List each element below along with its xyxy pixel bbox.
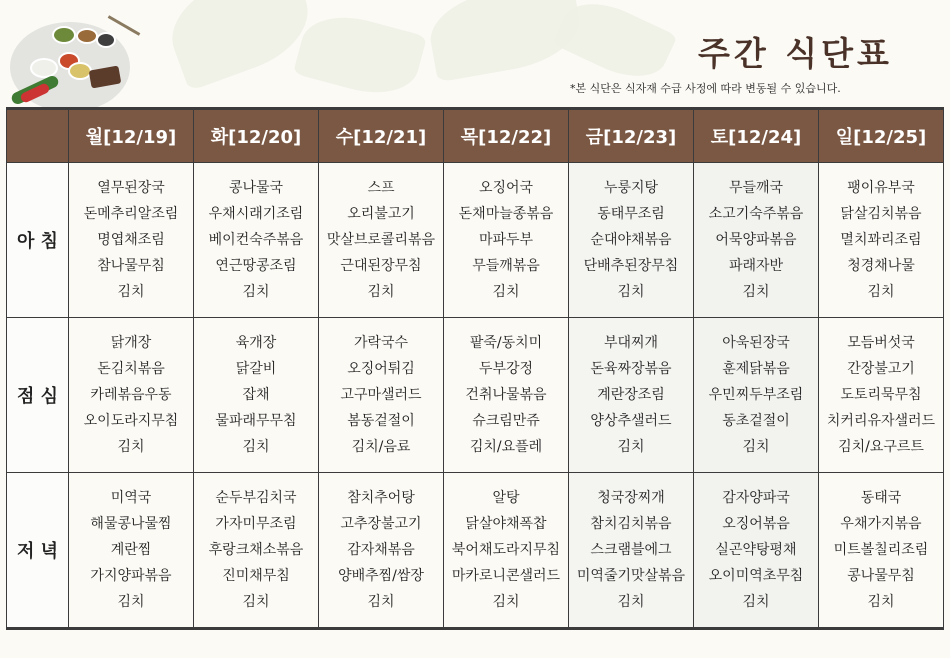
- menu-item: 진미채무침: [222, 567, 290, 584]
- menu-item: 김치: [617, 283, 645, 300]
- menu-item: 김치: [617, 593, 645, 610]
- menu-cell: [694, 163, 819, 318]
- menu-item: 김치: [617, 438, 645, 455]
- menu-item: 김치: [492, 283, 520, 300]
- menu-item: 아욱된장국: [722, 334, 790, 351]
- menu-item: 감자양파국: [722, 489, 790, 506]
- meal-label: 아 침: [7, 163, 69, 318]
- menu-item: 도토리묵무침: [840, 386, 922, 403]
- meal-row: [7, 163, 944, 318]
- menu-item: 오징어튀김: [347, 360, 415, 377]
- menu-item: 실곤약탕평채: [715, 541, 797, 558]
- menu-item: 단배추된장무침: [583, 257, 679, 274]
- day-header: 토[12/24]: [694, 109, 819, 163]
- menu-item: 모듬버섯국: [847, 334, 915, 351]
- menu-item: 두부강정: [478, 360, 534, 377]
- menu-item: 무들깨볶음: [472, 257, 540, 274]
- menu-item: 간장불고기: [847, 360, 915, 377]
- menu-item: 닭갈비: [235, 360, 277, 377]
- menu-item: 닭개장: [110, 334, 152, 351]
- menu-cell: [694, 317, 819, 472]
- menu-item: 스크램블에그: [590, 541, 672, 558]
- menu-cell: [319, 317, 444, 472]
- menu-item: 김치: [867, 283, 895, 300]
- menu-cell: [569, 472, 694, 628]
- background-leaf: [159, 0, 321, 91]
- menu-item: 김치: [117, 438, 145, 455]
- menu-cell: [69, 163, 194, 318]
- menu-item: 가지양파볶음: [90, 567, 172, 584]
- menu-cell: [819, 163, 944, 318]
- menu-item: 파래자반: [728, 257, 784, 274]
- menu-item: 청경채나물: [847, 257, 915, 274]
- menu-item: 김치: [367, 283, 395, 300]
- weekly-menu-table: [6, 107, 944, 630]
- corner-cell: [7, 109, 69, 163]
- menu-item: 미트볼칠리조림: [833, 541, 929, 558]
- menu-item: 어묵양파볶음: [715, 231, 797, 248]
- menu-item: 김치: [492, 593, 520, 610]
- menu-item: 고구마샐러드: [340, 386, 422, 403]
- menu-cell: [319, 163, 444, 318]
- menu-item: 닭살야채폭찹: [465, 515, 547, 532]
- day-header: 화[12/20]: [194, 109, 319, 163]
- menu-item: 김치/요플레: [469, 438, 543, 455]
- day-header: 목[12/22]: [444, 109, 569, 163]
- menu-item: 오이미역초무침: [708, 567, 804, 584]
- menu-item: 참나물무침: [97, 257, 165, 274]
- menu-item: 스프: [367, 179, 395, 196]
- menu-item: 팽이유부국: [847, 179, 915, 196]
- menu-item: 돈김치볶음: [97, 360, 165, 377]
- menu-item: 물파래무무침: [215, 412, 297, 429]
- menu-item: 맛살브로콜리볶음: [326, 231, 436, 248]
- menu-item: 훈제닭볶음: [722, 360, 790, 377]
- menu-item: 베이컨숙주볶음: [208, 231, 304, 248]
- menu-item: 치커리유자샐러드: [826, 412, 936, 429]
- menu-item: 마파두부: [478, 231, 534, 248]
- menu-item: 순대야채볶음: [590, 231, 672, 248]
- menu-cell: [194, 472, 319, 628]
- meal-label: 저 녁: [7, 472, 69, 628]
- menu-item: 콩나물무침: [847, 567, 915, 584]
- menu-item: 우민찌두부조림: [708, 386, 804, 403]
- background-leaf: [552, 0, 677, 90]
- menu-item: 오리불고기: [347, 205, 415, 222]
- day-header: 수[12/21]: [319, 109, 444, 163]
- background-leaf: [293, 6, 427, 105]
- menu-cell: [694, 472, 819, 628]
- menu-cell: [444, 163, 569, 318]
- menu-item: 잡채: [242, 386, 270, 403]
- menu-item: 슈크림만쥬: [472, 412, 540, 429]
- food-plate-image: [0, 18, 150, 108]
- menu-item: 카레볶음우동: [90, 386, 172, 403]
- day-header: 일[12/25]: [819, 109, 944, 163]
- menu-item: 마카로니콘샐러드: [451, 567, 561, 584]
- menu-item: 연근땅콩조림: [215, 257, 297, 274]
- menu-item: 무들깨국: [728, 179, 784, 196]
- menu-item: 김치: [742, 283, 770, 300]
- menu-item: 명엽채조림: [97, 231, 165, 248]
- menu-cell: [69, 472, 194, 628]
- meal-row: [7, 317, 944, 472]
- menu-item: 감자채볶음: [347, 541, 415, 558]
- menu-item: 김치: [867, 593, 895, 610]
- menu-item: 콩나물국: [228, 179, 284, 196]
- menu-cell: [819, 317, 944, 472]
- notice-text: *본 식단은 식자재 수급 사정에 따라 변동될 수 있습니다.: [570, 82, 841, 95]
- meal-row: [7, 472, 944, 628]
- menu-cell: [569, 163, 694, 318]
- menu-item: 김치: [367, 593, 395, 610]
- menu-item: 김치: [242, 438, 270, 455]
- menu-item: 미역국: [110, 489, 152, 506]
- day-header: 월[12/19]: [69, 109, 194, 163]
- menu-item: 참치김치볶음: [590, 515, 672, 532]
- menu-item: 순두부김치국: [215, 489, 297, 506]
- menu-item: 오징어볶음: [722, 515, 790, 532]
- menu-item: 동태국: [860, 489, 902, 506]
- menu-item: 김치: [117, 593, 145, 610]
- menu-item: 팥죽/동치미: [469, 334, 543, 351]
- menu-item: 소고기숙주볶음: [708, 205, 804, 222]
- menu-item: 우채가지볶음: [840, 515, 922, 532]
- meal-label: 점 심: [7, 317, 69, 472]
- day-header: 금[12/23]: [569, 109, 694, 163]
- menu-cell: [69, 317, 194, 472]
- menu-item: 양상추샐러드: [590, 412, 672, 429]
- menu-cell: [569, 317, 694, 472]
- menu-cell: [194, 317, 319, 472]
- menu-item: 부대찌개: [603, 334, 659, 351]
- menu-item: 오징어국: [478, 179, 534, 196]
- menu-item: 근대된장무침: [340, 257, 422, 274]
- menu-item: 김치: [117, 283, 145, 300]
- menu-item: 김치: [242, 593, 270, 610]
- menu-item: 청국장찌개: [597, 489, 665, 506]
- menu-item: 우채시래기조림: [208, 205, 304, 222]
- menu-item: 알탕: [492, 489, 520, 506]
- menu-item: 미역줄기맛살볶음: [576, 567, 686, 584]
- menu-cell: [819, 472, 944, 628]
- menu-item: 멸치꽈리조림: [840, 231, 922, 248]
- menu-item: 돈메추리알조림: [83, 205, 179, 222]
- menu-item: 계란장조림: [597, 386, 665, 403]
- menu-item: 김치: [742, 593, 770, 610]
- menu-item: 고추장불고기: [340, 515, 422, 532]
- menu-item: 가락국수: [353, 334, 409, 351]
- menu-cell: [194, 163, 319, 318]
- menu-item: 봄동겉절이: [347, 412, 415, 429]
- menu-item: 해물콩나물찜: [90, 515, 172, 532]
- menu-item: 후랑크채소볶음: [208, 541, 304, 558]
- menu-cell: [319, 472, 444, 628]
- menu-item: 누룽지탕: [603, 179, 659, 196]
- menu-item: 계란찜: [110, 541, 152, 558]
- menu-item: 김치/요구르트: [838, 438, 924, 455]
- menu-item: 김치: [742, 438, 770, 455]
- menu-item: 건취나물볶음: [465, 386, 547, 403]
- menu-item: 양배추찜/쌈장: [338, 567, 424, 584]
- menu-item: 김치/음료: [351, 438, 411, 455]
- menu-item: 돈육짜장볶음: [590, 360, 672, 377]
- menu-item: 열무된장국: [97, 179, 165, 196]
- menu-item: 동태무조림: [597, 205, 665, 222]
- menu-item: 돈채마늘종볶음: [458, 205, 554, 222]
- menu-item: 오이도라지무침: [83, 412, 179, 429]
- menu-cell: [444, 317, 569, 472]
- menu-item: 동초겉절이: [722, 412, 790, 429]
- menu-item: 가자미무조림: [215, 515, 297, 532]
- menu-item: 육개장: [235, 334, 277, 351]
- menu-item: 닭살김치볶음: [840, 205, 922, 222]
- day-header-row: [7, 109, 944, 163]
- menu-cell: [444, 472, 569, 628]
- menu-item: 북어채도라지무침: [451, 541, 561, 558]
- page-title: 주간 식단표: [698, 34, 893, 73]
- menu-item: 김치: [242, 283, 270, 300]
- menu-item: 참치추어탕: [347, 489, 415, 506]
